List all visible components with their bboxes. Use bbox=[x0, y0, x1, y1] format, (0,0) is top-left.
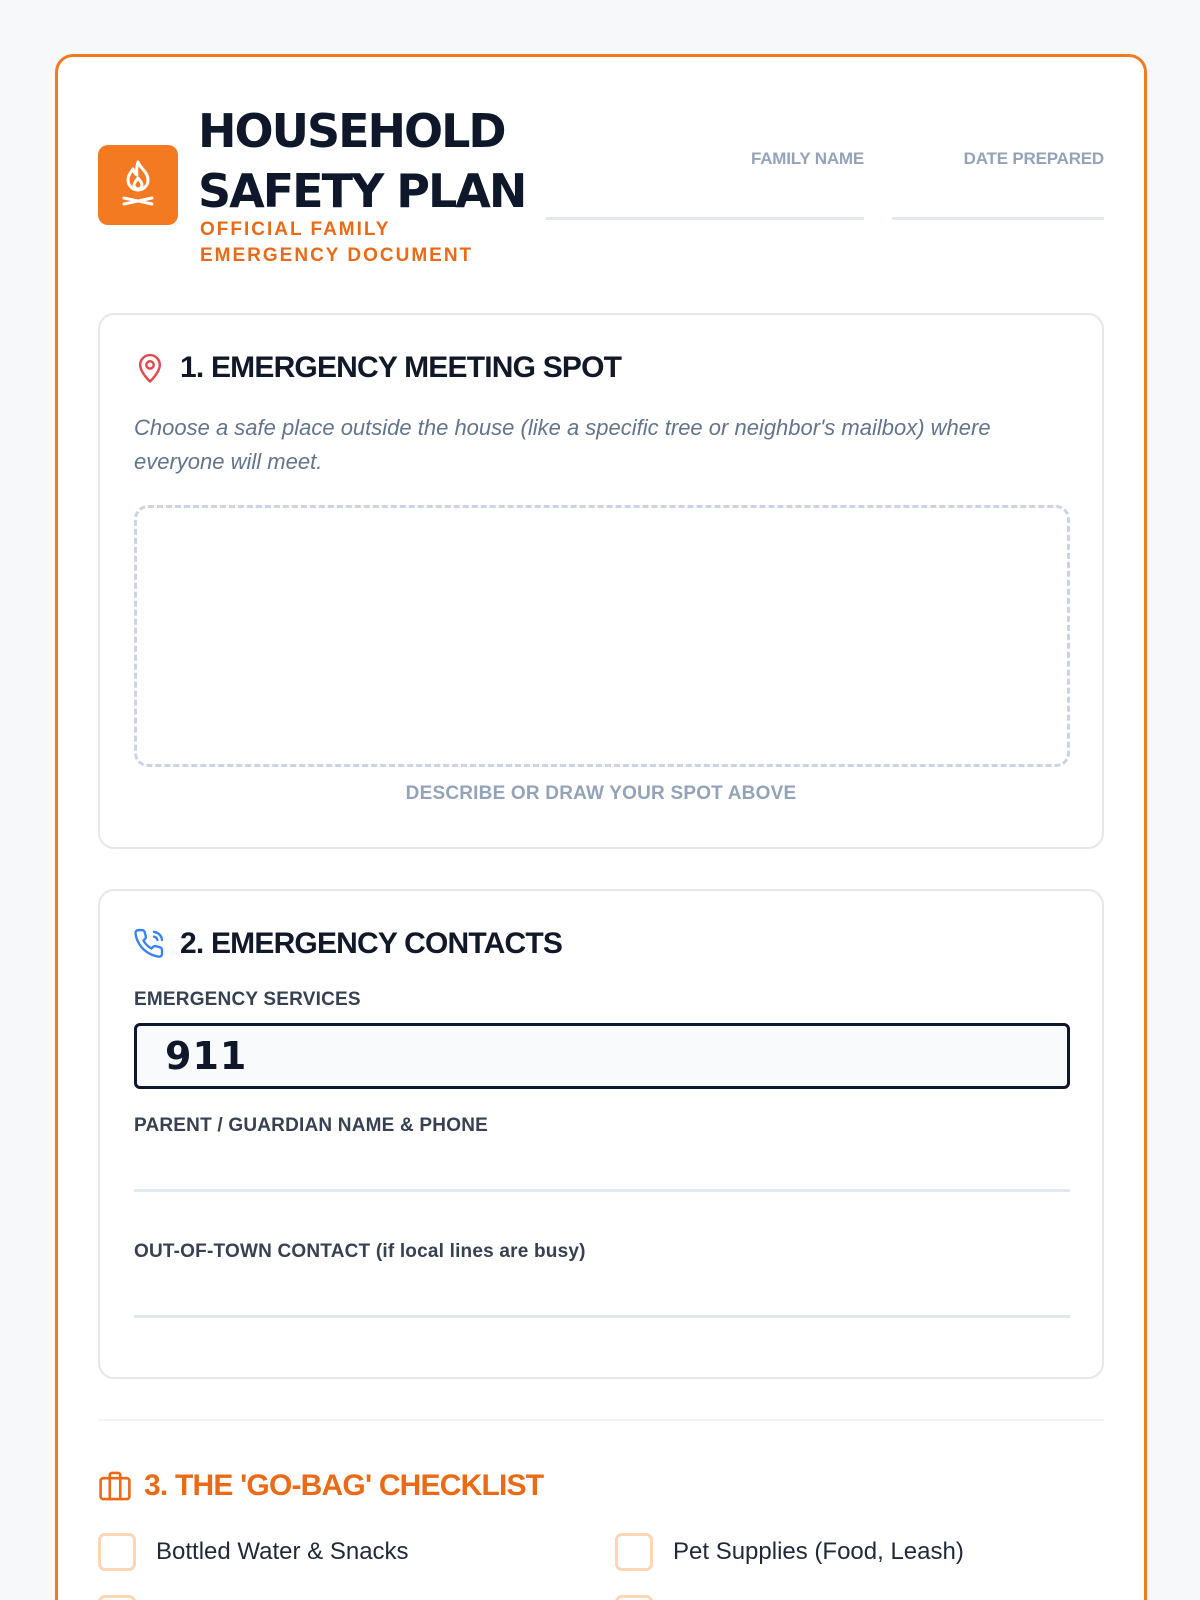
checklist-item-partial[interactable] bbox=[615, 1595, 673, 1600]
contacts-heading bbox=[134, 927, 562, 961]
emergency-contacts-section bbox=[98, 889, 1104, 1379]
contacts-heading-text: 2. EMERGENCY CONTACTS bbox=[180, 927, 563, 960]
checklist-item[interactable] bbox=[615, 1533, 964, 1571]
go-bag-heading-text: 3. THE 'GO-BAG' CHECKLIST bbox=[144, 1469, 544, 1502]
page-subtitle: OFFICIAL FAMILY EMERGENCY DOCUMENT bbox=[200, 219, 474, 266]
safety-plan-document bbox=[55, 54, 1147, 1600]
meeting-spot-description: Choose a safe place outside the house (like a specific tree or neighbor's mailbox) where everyone will meet. bbox=[134, 415, 991, 474]
out-of-town-write-line[interactable] bbox=[134, 1315, 1070, 1318]
guardian-write-line[interactable] bbox=[134, 1189, 1070, 1192]
section-divider bbox=[98, 1419, 1104, 1421]
meeting-spot-section bbox=[98, 313, 1104, 849]
page-title bbox=[198, 101, 525, 221]
fire-icon bbox=[116, 158, 160, 213]
map-pin-icon bbox=[134, 352, 166, 384]
checklist-item-label: Pet Supplies (Food, Leash) bbox=[673, 1538, 964, 1565]
family-name-line bbox=[546, 217, 864, 220]
checklist-item[interactable] bbox=[98, 1533, 409, 1571]
meeting-spot-heading-text: 1. EMERGENCY MEETING SPOT bbox=[180, 351, 622, 384]
go-bag-heading bbox=[98, 1469, 543, 1503]
date-prepared-label: DATE PREPARED bbox=[963, 149, 1104, 168]
title-line-1: HOUSEHOLD bbox=[198, 104, 505, 158]
meeting-spot-heading bbox=[134, 351, 621, 385]
checkbox[interactable] bbox=[98, 1533, 136, 1571]
title-line-2: SAFETY PLAN bbox=[198, 164, 526, 218]
meeting-spot-hint: DESCRIBE OR DRAW YOUR SPOT ABOVE bbox=[405, 783, 797, 804]
checkbox[interactable] bbox=[615, 1533, 653, 1571]
phone-call-icon bbox=[134, 928, 166, 960]
out-of-town-label: OUT-OF-TOWN CONTACT (if local lines are busy) bbox=[134, 1241, 586, 1262]
family-name-field[interactable] bbox=[546, 149, 864, 169]
checkbox[interactable] bbox=[98, 1595, 136, 1600]
checklist-item-label: Bottled Water & Snacks bbox=[156, 1538, 409, 1565]
briefcase-icon bbox=[98, 1469, 132, 1503]
guardian-label: PARENT / GUARDIAN NAME & PHONE bbox=[134, 1115, 488, 1136]
emergency-services-field[interactable]: 911 bbox=[134, 1023, 1070, 1089]
emergency-services-label: EMERGENCY SERVICES bbox=[134, 989, 361, 1010]
date-prepared-field[interactable] bbox=[892, 149, 1104, 169]
checklist-item-partial[interactable] bbox=[98, 1595, 156, 1600]
logo-badge bbox=[98, 145, 178, 225]
family-name-label: FAMILY NAME bbox=[750, 149, 864, 168]
meeting-spot-draw-area[interactable] bbox=[134, 505, 1070, 767]
date-prepared-line bbox=[892, 217, 1104, 220]
checkbox[interactable] bbox=[615, 1595, 653, 1600]
